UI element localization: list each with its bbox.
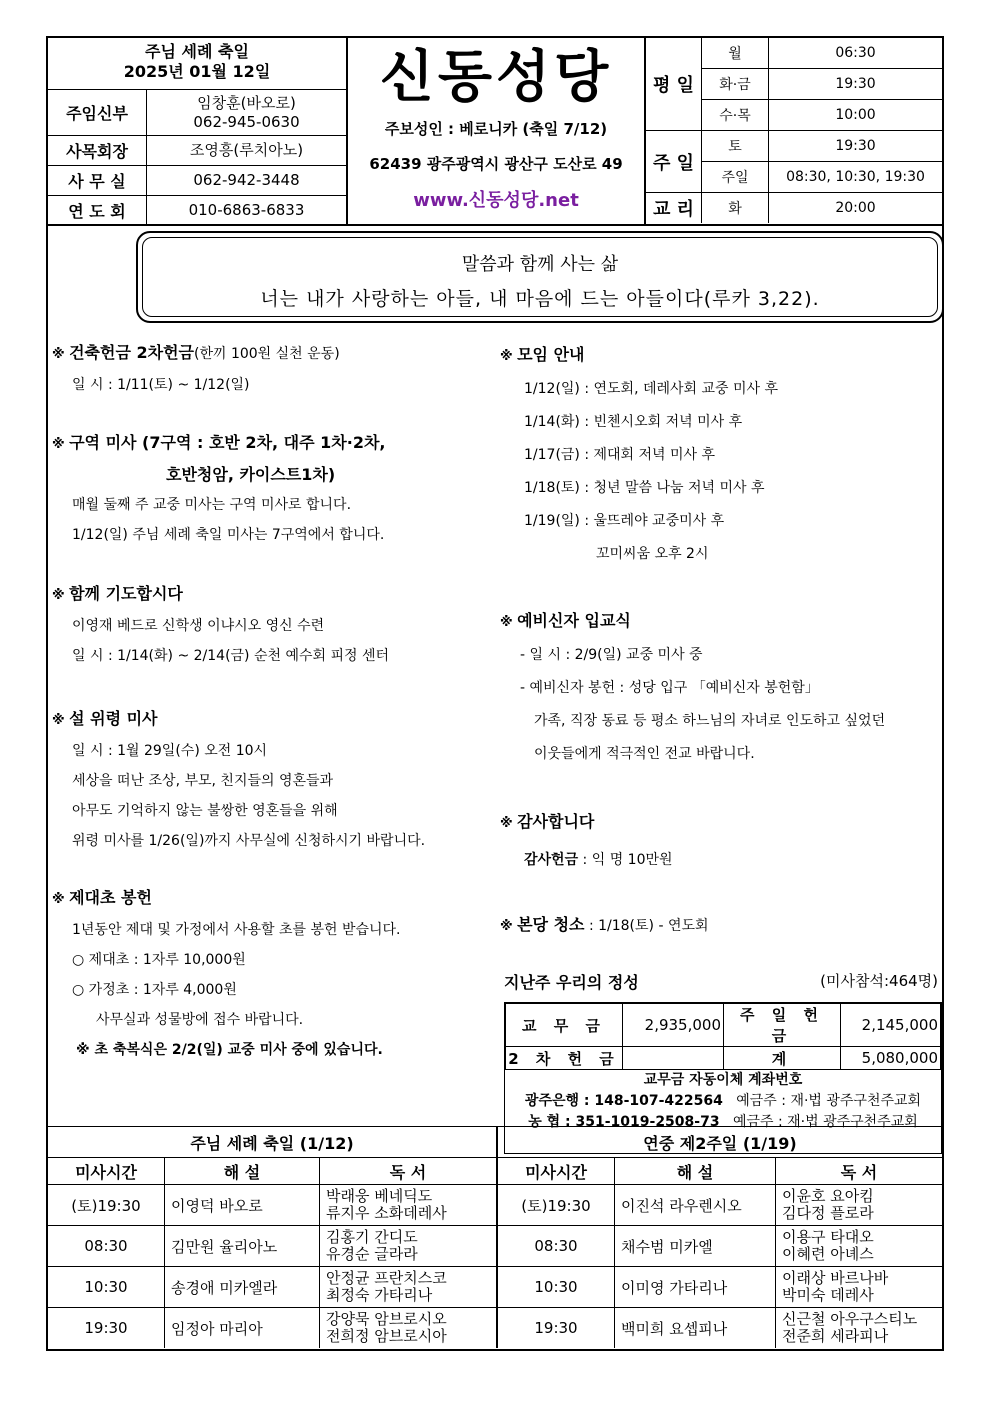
table-row [48, 1226, 942, 1267]
reader-cell [776, 1185, 943, 1226]
mass-time-cell: 08:30 [48, 1226, 165, 1267]
notice-title: 구역 미사 (7구역 : 호반 2차, 대주 1차·2차, [69, 433, 386, 452]
reader-cell [320, 1308, 498, 1349]
notice-line: 1년동안 제대 및 가정에서 사용할 초를 봉헌 받습니다. [72, 922, 401, 938]
schedule-title-left: 주님 세례 축일 (1/12) [48, 1127, 497, 1158]
commentator-cell: 이진석 라우렌시오 [615, 1185, 776, 1226]
mass-day: 화·금 [702, 69, 769, 100]
reader-name: 박래웅 베네딕도 [326, 1187, 433, 1205]
reader-cell [320, 1267, 498, 1308]
reference-mark-icon: ※ [52, 713, 65, 728]
reader-name: 신근철 아우구스티노 [782, 1310, 918, 1328]
info-key: 사목회장 [48, 136, 147, 165]
commentator-cell: 김만원 율리아노 [165, 1226, 320, 1267]
commentator-cell: 임정아 마리아 [165, 1308, 320, 1349]
offering-table [505, 1003, 941, 1070]
mass-day: 월 [702, 38, 769, 69]
notice-line: - 예비신자 봉헌 : 성당 입구 「예비신자 봉헌함」 [520, 680, 819, 696]
commentator-cell: 이영덕 바오로 [165, 1185, 320, 1226]
meeting-item: 1/12(일) : 연도회, 데레사회 교중 미사 후 [524, 381, 779, 397]
reference-mark-icon: ※ [52, 347, 65, 362]
notice-line: - 일 시 : 2/9(일) 교중 미사 중 [520, 647, 703, 663]
table-row [48, 1185, 942, 1226]
reader-cell [776, 1226, 943, 1267]
reader-name: 김홍기 간디도 [326, 1228, 418, 1246]
notice-title: 건축헌금 2차헌금 [69, 343, 194, 362]
col-header: 미사시간 [497, 1158, 615, 1185]
reference-mark-icon: ※ [500, 816, 513, 831]
table-row [48, 1267, 942, 1308]
notice-title: 감사합니다 [517, 812, 595, 831]
cleaning-text: : 1/18(토) - 연도회 [584, 918, 709, 934]
reference-mark-icon: ※ [500, 349, 513, 364]
feast-date: 2025년 01월 12일 [123, 62, 271, 81]
notice-title-cont: 호반청암, 카이스트1차) [166, 465, 336, 484]
reference-mark-icon: ※ [500, 919, 513, 934]
reader-name: 박미숙 데레사 [782, 1286, 874, 1304]
parish-website-link[interactable]: www.신동성당.net [413, 190, 579, 211]
notice-line: 이영재 베드로 신학생 이냐시오 영신 수련 [72, 618, 325, 634]
reference-mark-icon: ※ [52, 437, 65, 452]
reader-cell [776, 1267, 943, 1308]
reader-name: 최정숙 가타리나 [326, 1286, 433, 1304]
notice-title-suffix: (한끼 100원 실천 운동) [194, 346, 340, 362]
mass-day: 화 [702, 193, 769, 224]
reference-mark-icon: ※ [500, 615, 513, 630]
mass-time: 20:00 [769, 193, 943, 224]
thanks-label: 감사헌금 [524, 852, 579, 868]
mass-time: 19:30 [769, 69, 943, 100]
meeting-item: 1/18(토) : 청년 말씀 나눔 저녁 미사 후 [524, 480, 765, 496]
account-number: 광주은행 : 148-107-422564 [524, 1093, 723, 1109]
pastor-phone: 062-945-0630 [193, 112, 300, 131]
banner-verse: 너는 내가 사랑하는 아들, 내 마음에 드는 아들이다(루카 3,22). [260, 288, 820, 310]
mass-time: 06:30 [769, 38, 943, 69]
notice-meetings [500, 338, 940, 571]
notice-line: 매월 둘째 주 교중 미사는 구역 미사로 합니다. [72, 497, 352, 513]
parish-title: 신동성당 [379, 45, 613, 110]
info-row-office [48, 166, 346, 196]
offering-label: 계 [724, 1047, 841, 1070]
notice-line: 일 시 : 1/14(화) ~ 2/14(금) 순천 예수회 피정 센터 [72, 648, 390, 664]
account-info [505, 1070, 941, 1133]
notice-catechumen [500, 604, 940, 771]
mass-time: 08:30, 10:30, 19:30 [769, 162, 943, 193]
notice-title: 함께 기도합시다 [69, 584, 183, 603]
notice-line: 이웃들에게 적극적인 전교 바랍니다. [534, 746, 755, 762]
header [48, 38, 942, 226]
account-holder: 예금주 : 재·법 광주구천주교회 [736, 1093, 922, 1109]
offering-label: 2 차 헌 금 [506, 1047, 623, 1070]
mass-time-cell: (토)19:30 [497, 1185, 615, 1226]
offering-title: 지난주 우리의 정성 [504, 973, 639, 992]
reader-name: 이윤호 요아킴 [782, 1187, 874, 1205]
notice-line: 사무실과 성물방에 접수 바랍니다. [96, 1012, 304, 1028]
notice-title: 제대초 봉헌 [69, 888, 152, 907]
reader-name: 이용구 타대오 [782, 1228, 874, 1246]
schedule-title-right: 연중 제2주일 (1/19) [497, 1127, 942, 1158]
meeting-item: 꼬미씨움 오후 2시 [596, 546, 709, 562]
ministry-schedule [48, 1126, 942, 1348]
notice-line: ○ 제대초 : 1자루 10,000원 [72, 952, 246, 968]
mass-time-cell: 19:30 [497, 1308, 615, 1349]
info-key: 주임신부 [48, 90, 147, 135]
info-key: 사 무 실 [48, 166, 147, 195]
commentator-cell: 이미영 가타리나 [615, 1267, 776, 1308]
col-header: 독 서 [320, 1158, 498, 1185]
info-row-yeondo [48, 196, 346, 224]
offering-label: 교 무 금 [506, 1004, 623, 1047]
table-row [48, 1308, 942, 1349]
reader-cell [320, 1185, 498, 1226]
col-header: 미사시간 [48, 1158, 165, 1185]
reader-name: 이혜련 아녜스 [782, 1245, 874, 1263]
office-phone: 062-942-3448 [193, 171, 300, 189]
notice-line: ○ 가정초 : 1자루 4,000원 [72, 982, 237, 998]
mass-time-cell: 10:30 [48, 1267, 165, 1308]
pastor-name: 임창훈(바오로) [197, 93, 296, 112]
notice-line: 1/12(일) 주님 세례 축일 미사는 7구역에서 합니다. [72, 527, 385, 543]
reference-mark-icon: ※ [52, 588, 65, 603]
feast-box [48, 38, 346, 90]
col-header: 해 설 [615, 1158, 776, 1185]
thanks-text: : 익 명 10만원 [578, 852, 673, 868]
mass-day: 주일 [702, 162, 769, 193]
notice-prayer [52, 579, 492, 671]
mass-time-cell: (토)19:30 [48, 1185, 165, 1226]
sunday-label: 주 일 [646, 131, 702, 193]
reader-name: 전희정 암브로시아 [326, 1327, 447, 1345]
offering-total: 5,080,000 [841, 1047, 941, 1070]
header-title-block [348, 38, 646, 224]
offering-value [623, 1047, 724, 1070]
offering-label: 주 일 헌 금 [724, 1004, 841, 1047]
info-row-pastor [48, 90, 346, 136]
account-number: 농 협 : 351-1019-2508-73 [528, 1114, 720, 1130]
yeondo-phone: 010-6863-6833 [188, 200, 305, 219]
feast-name: 주님 세례 축일 [145, 42, 249, 61]
catechism-label: 교 리 [646, 193, 702, 224]
mass-time-cell: 08:30 [497, 1226, 615, 1267]
notice-thanks [500, 804, 940, 878]
weekday-label: 평 일 [646, 38, 702, 131]
mass-day: 토 [702, 131, 769, 162]
mass-time-cell: 10:30 [497, 1267, 615, 1308]
mass-time: 10:00 [769, 100, 943, 131]
info-key: 연 도 회 [48, 196, 147, 224]
mass-times [646, 38, 942, 224]
notice-candle [52, 883, 492, 1065]
notice-memorial-mass [52, 704, 492, 856]
notice-title: 설 위령 미사 [69, 709, 158, 728]
commentator-cell: 백미희 요셉피나 [615, 1308, 776, 1349]
offering-value: 2,145,000 [841, 1004, 941, 1047]
account-title: 교무금 자동이체 계좌번호 [643, 1072, 803, 1088]
commentator-cell: 채수범 미카엘 [615, 1226, 776, 1267]
reader-name: 김다정 플로라 [782, 1204, 874, 1222]
mass-times-table [646, 38, 942, 223]
notice-line: 일 시 : 1/11(토) ~ 1/12(일) [72, 377, 250, 393]
attendance: (미사참석:464명) [820, 972, 938, 990]
reader-name: 안정균 프란치스코 [326, 1269, 447, 1287]
reader-name: 류지우 소화데레사 [326, 1204, 447, 1222]
mass-time: 19:30 [769, 131, 943, 162]
notice-line-bold: ※ 초 축복식은 2/2(일) 교중 미사 중에 있습니다. [76, 1042, 383, 1058]
council-president: 조영흥(루치아노) [189, 141, 304, 159]
notice-building-fund [52, 338, 492, 400]
reference-mark-icon: ※ [52, 892, 65, 907]
meeting-item: 1/14(화) : 빈첸시오회 저녁 미사 후 [524, 414, 743, 430]
notice-line: 위령 미사를 1/26(일)까지 사무실에 신청하시기 바랍니다. [72, 833, 426, 849]
col-header: 독 서 [776, 1158, 943, 1185]
notice-line: 가족, 직장 동료 등 평소 하느님의 자녀로 인도하고 싶었던 [534, 713, 886, 729]
parish-address: 62439 광주광역시 광산구 도산로 49 [369, 155, 623, 173]
notice-district-mass [52, 428, 492, 550]
offering-value: 2,935,000 [623, 1004, 724, 1047]
info-row-council [48, 136, 346, 166]
notice-line: 세상을 떠난 조상, 부모, 친지들의 영혼들과 [72, 773, 334, 789]
banner-heading: 말씀과 함께 사는 삶 [461, 254, 619, 275]
mass-time-cell: 19:30 [48, 1308, 165, 1349]
mass-day: 수·목 [702, 100, 769, 131]
col-header: 해 설 [165, 1158, 320, 1185]
reader-name: 유경순 글라라 [326, 1245, 418, 1263]
notice-cleaning [500, 910, 940, 942]
notice-line: 아무도 기억하지 않는 불쌍한 영혼들을 위해 [72, 803, 338, 819]
reader-name: 이래상 바르나바 [782, 1269, 889, 1287]
meeting-item: 1/19(일) : 울뜨레야 교중미사 후 [524, 513, 725, 529]
scripture-banner [136, 231, 944, 323]
account-holder: 예금주 : 재·법 광주구천주교회 [732, 1114, 918, 1130]
bulletin-frame [46, 36, 944, 1351]
offering-section [504, 970, 942, 1130]
patron-saint: 주보성인 : 베로니카 (축일 7/12) [384, 120, 608, 138]
reader-name: 강양묵 암브로시오 [326, 1310, 447, 1328]
notice-title: 본당 청소 [517, 915, 585, 934]
notice-line: 일 시 : 1월 29일(수) 오전 10시 [72, 743, 268, 759]
notice-title: 예비신자 입교식 [517, 611, 631, 630]
reader-cell [776, 1308, 943, 1349]
notice-title: 모임 안내 [517, 345, 585, 364]
header-info [48, 38, 348, 224]
commentator-cell: 송경애 미카엘라 [165, 1267, 320, 1308]
meeting-item: 1/17(금) : 제대회 저녁 미사 후 [524, 447, 716, 463]
reader-name: 전준희 세라피나 [782, 1327, 889, 1345]
reader-cell [320, 1226, 498, 1267]
